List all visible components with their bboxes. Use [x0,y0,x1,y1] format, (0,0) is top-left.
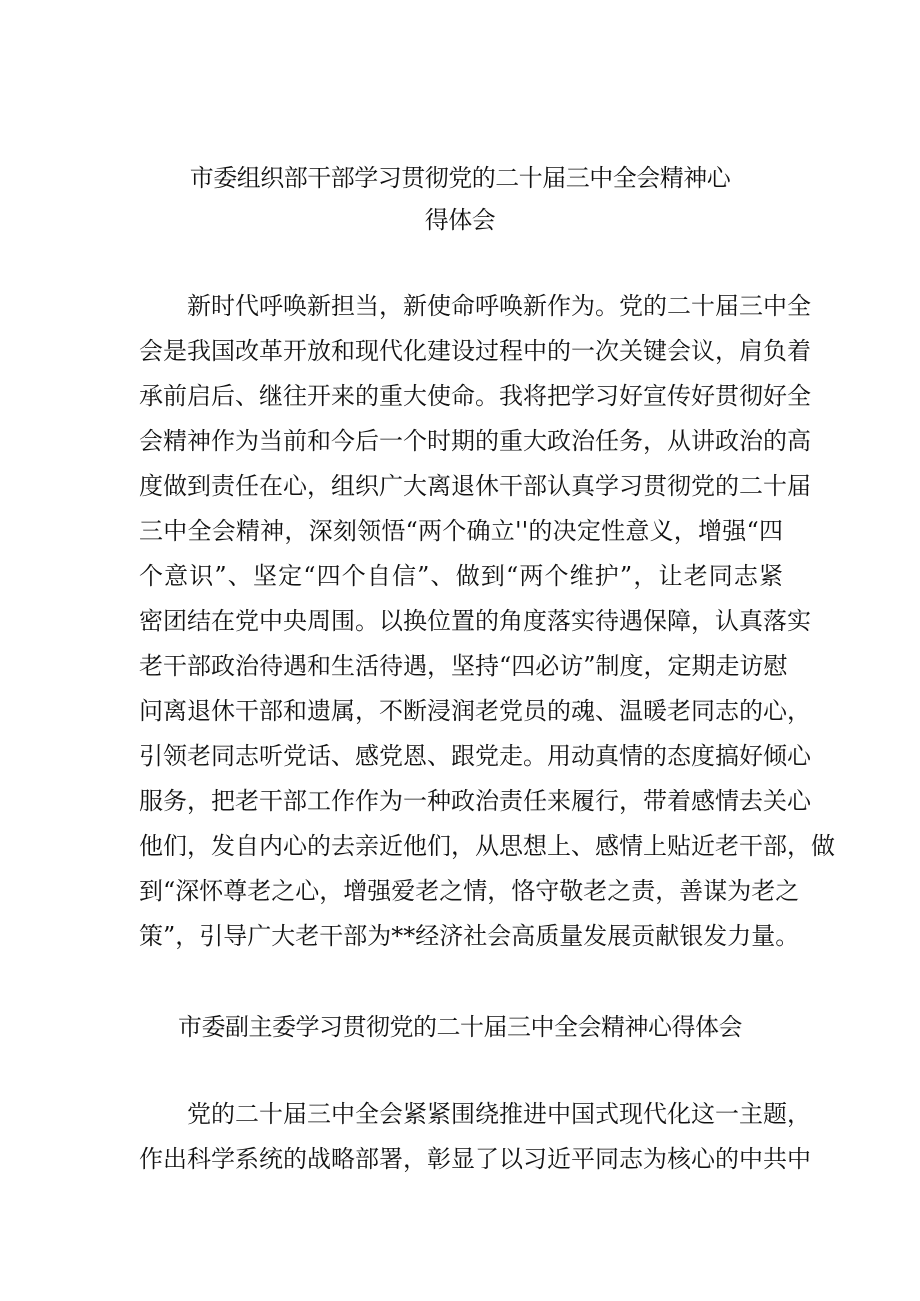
article1-paragraph-line: 问离退休干部和遗属，不断浸润老党员的魂、温暖老同志的心， [139,697,811,725]
article1-title-line2: 得体会 [424,206,496,234]
article1-paragraph-line: 到“深怀尊老之心，增强爱老之情，恪守敬老之责，善谋为老之 [139,877,800,905]
article1-paragraph-line: 策”，引导广大老干部为**经济社会高质量发展贡献银发力量。 [139,922,800,950]
article1-paragraph-line: 老干部政治待遇和生活待遇，坚持“四必访”制度，定期走访慰 [139,652,788,680]
article1-paragraph-line: 会是我国改革开放和现代化建设过程中的一次关键会议，肩负着 [139,337,811,365]
article1-title-line1: 市委组织部干部学习贯彻党的二十届三中全会精神心 [189,164,731,192]
article1-paragraph-line: 他们，发自内心的去亲近他们，从思想上、感情上贴近老干部，做 [139,832,835,860]
article1-paragraph-line: 会精神作为当前和今后一个时期的重大政治任务，从讲政治的高 [139,427,811,455]
article1-paragraph-line: 引领老同志听党话、感党恩、跟党走。用动真情的态度搞好倾心 [139,742,811,770]
article1-paragraph-line: 承前启后、继往开来的重大使命。我将把学习好宣传好贯彻好全 [139,382,811,410]
article2-paragraph-line: 作出科学系统的战略部署，彰显了以习近平同志为核心的中共中 [139,1145,811,1173]
article1-paragraph-line: 新时代呼唤新担当，新使命呼唤新作为。党的二十届三中全 [187,292,811,320]
article1-paragraph-line: 密团结在党中央周围。以换位置的角度落实待遇保障，认真落实 [139,607,811,635]
article1-paragraph-line: 三中全会精神，深刻领悟“两个确立''的决定性意义，增强“四 [139,517,783,545]
article2-paragraph-line: 党的二十届三中全会紧紧围绕推进中国式现代化这一主题， [187,1100,811,1128]
article1-paragraph-line: 个意识”、坚定“四个自信”、做到“两个维护”，让老同志紧 [139,562,783,590]
article1-paragraph-line: 度做到责任在心，组织广大离退休干部认真学习贯彻党的二十届 [139,472,811,500]
article1-paragraph-line: 服务，把老干部工作作为一种政治责任来履行，带着感情去关心 [139,787,811,815]
article2-title: 市委副主委学习贯彻党的二十届三中全会精神心得体会 [178,1013,742,1041]
